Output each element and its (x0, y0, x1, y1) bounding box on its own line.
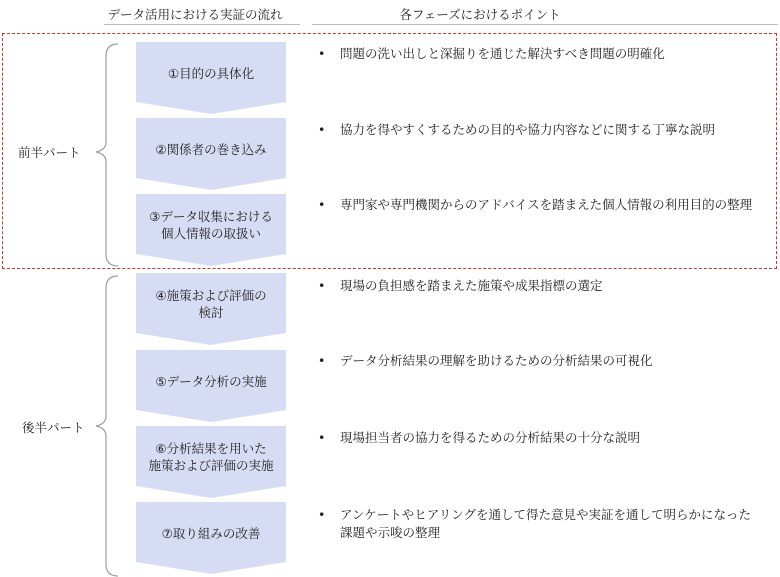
first-half-brace (96, 44, 118, 266)
second-half-brace (96, 276, 118, 576)
step-3 (136, 194, 286, 266)
point-5-text: データ分析結果の理解を助けるための分析結果の可視化 (340, 353, 653, 368)
step-7-label: ⑦取り組みの改善 (161, 525, 261, 541)
point-5 (318, 352, 773, 370)
point-7-bullet: • (318, 507, 326, 522)
step-6 (136, 426, 286, 498)
phase-label-second: 後半パート (22, 420, 85, 435)
flow-header: データ活用における実証の流れ (107, 7, 283, 22)
point-1 (318, 45, 773, 63)
point-2 (318, 121, 773, 139)
step-2-label: ②関係者の巻き込み (155, 141, 267, 157)
point-7-text: アンケートやヒアリングを通して得た意見や実証を通して明らかになった 課題や示唆の整理 (340, 507, 752, 540)
point-1-text: 問題の洗い出しと深掘りを通じた解決すべき問題の明確化 (340, 46, 665, 61)
step-5 (136, 350, 286, 422)
point-2-bullet: • (318, 122, 326, 137)
step-4-label: ④施策および評価の 検討 (155, 288, 267, 320)
step-3-label: ③データ収集における 個人情報の取扱い (149, 209, 273, 241)
step-1-label: ①目的の具体化 (167, 65, 255, 81)
step-1 (136, 42, 286, 114)
points-header: 各フェーズにおけるポイント (399, 7, 561, 22)
point-3-bullet: • (318, 197, 326, 212)
point-6-text: 現場担当者の協力を得るための分析結果の十分な説明 (340, 430, 641, 445)
step-5-label: ⑤データ分析の実施 (155, 373, 267, 389)
point-6-bullet: • (318, 430, 326, 445)
point-6 (318, 429, 773, 447)
step-2 (136, 118, 286, 190)
step-7 (136, 502, 286, 574)
point-1-bullet: • (318, 46, 326, 61)
phase-label-first: 前半パート (18, 145, 81, 160)
point-3-text: 専門家や専門機関からのアドバイスを踏まえた個人情報の利用目的の整理 (340, 197, 753, 212)
point-4-text: 現場の負担感を踏まえた施策や成果指標の選定 (340, 278, 603, 293)
step-6-label: ⑥分析結果を用いた 施策および評価の実施 (148, 441, 274, 473)
point-7 (318, 506, 773, 542)
point-5-bullet: • (318, 353, 326, 368)
point-4 (318, 277, 773, 295)
point-2-text: 協力を得やすくするための目的や協力内容などに関する丁寧な説明 (340, 122, 716, 137)
point-4-bullet: • (318, 278, 326, 293)
point-3 (318, 196, 773, 214)
step-4 (136, 273, 286, 345)
